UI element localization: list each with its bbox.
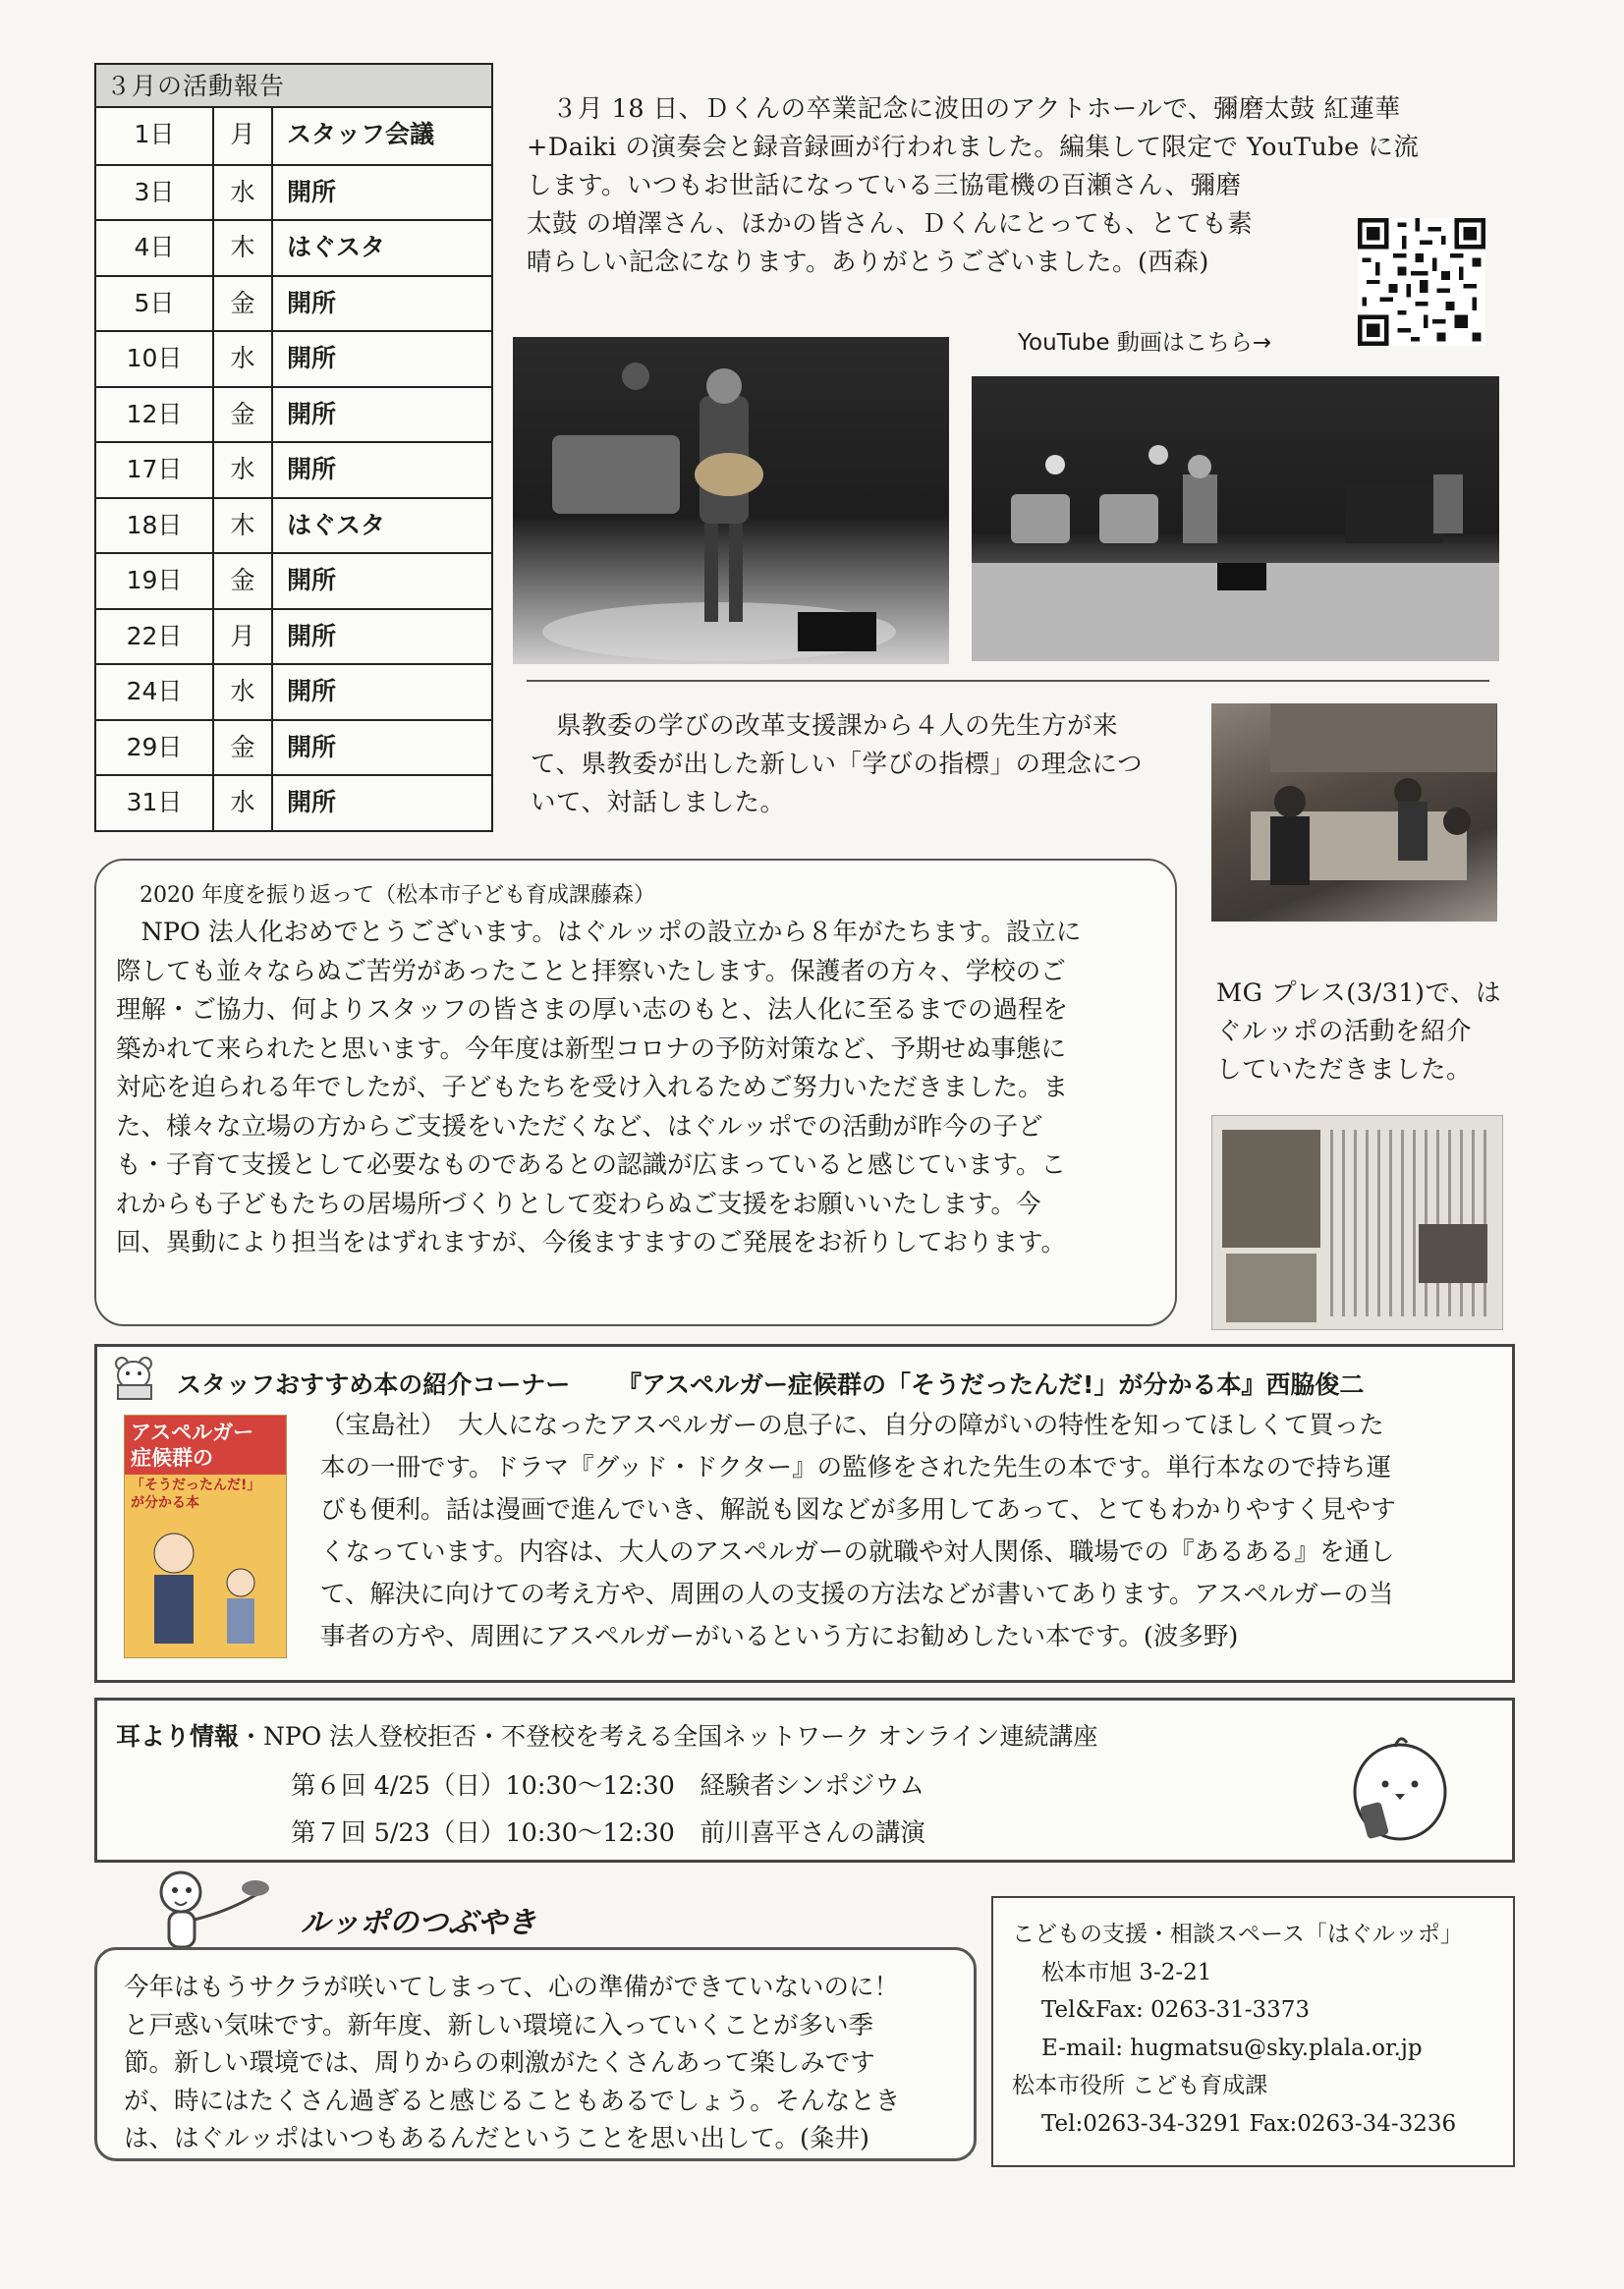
city-phone-fax: Tel:0263-34-3291 Fax:0263-34-3236 bbox=[1041, 2110, 1457, 2137]
text-line: NPO 法人化おめでとうございます。はぐルッポの設立から８年がたちます。設立に bbox=[116, 918, 1082, 947]
text-line: 節。新しい環境では、周りからの刺激がたくさんあって楽しみです bbox=[124, 2048, 875, 2078]
schedule-activity: 開所 bbox=[287, 621, 337, 650]
cover-line: が分かる本 bbox=[131, 1495, 199, 1511]
text-line: て、県教委が出した新しい「学びの指標」の理念につ bbox=[531, 750, 1143, 779]
books-heading: スタッフおすすめ本の紹介コーナー bbox=[177, 1370, 571, 1399]
education-board-report bbox=[531, 707, 1199, 822]
text-line: 県教委の学びの改革支援課から４人の先生方が来 bbox=[531, 711, 1119, 741]
text-line: は、はぐルッポはいつもあるんだということを思い出して。(粂井) bbox=[124, 2124, 869, 2153]
schedule-rows bbox=[96, 108, 491, 830]
message-title: 2020 年度を振り返って（松本市子ども育成課藤森） bbox=[140, 883, 655, 908]
text-line: します。いつもお世話になっている三協電機の百瀬さん、彌磨 bbox=[527, 171, 1242, 200]
schedule-activity: 開所 bbox=[287, 344, 337, 372]
schedule-weekday: 月 bbox=[214, 610, 273, 664]
text-line: くなっています。内容は、大人のアスペルガーの就職や対人関係、職場での『あるある』を通し bbox=[320, 1537, 1395, 1567]
schedule-weekday: 水 bbox=[214, 776, 273, 830]
text-line: 今年はもうサクラが咲いてしまって、心の準備ができていないのに！ bbox=[124, 1973, 899, 2002]
city-office: 松本市役所 こども育成課 bbox=[1012, 2073, 1268, 2098]
schedule-weekday: 月 bbox=[214, 108, 273, 164]
schedule-row bbox=[96, 386, 491, 442]
text-line: 回、異動により担当をはずれますが、今後ますますのご発展をお祈りしております。 bbox=[116, 1228, 1066, 1257]
text-line: MG プレス(3/31)で、は bbox=[1216, 978, 1501, 1008]
text-line: 本の一冊です。ドラマ『グッド・ドクター』の監修をされた先生の本です。単行本なので持ち運 bbox=[320, 1453, 1392, 1482]
schedule-day: 24日 bbox=[96, 665, 214, 719]
phone-fax: Tel&Fax: 0263-31-3373 bbox=[1041, 1997, 1311, 2023]
text-line: ３月 18 日、Ｄくんの卒業記念に波田のアクトホールで、彌磨太鼓 紅蓮華 bbox=[527, 94, 1401, 124]
address: 松本市旭 3-2-21 bbox=[1041, 1959, 1212, 1985]
schedule-day: 1日 bbox=[96, 108, 214, 164]
schedule-title: ３月の活動報告 bbox=[96, 65, 491, 108]
schedule-activity: 開所 bbox=[287, 732, 337, 761]
text-line: していただきました。 bbox=[1216, 1055, 1473, 1085]
text-line: （宝島社） 大人になったアスペルガーの息子に、自分の障がいの特性を知ってほしくて買った bbox=[320, 1411, 1384, 1440]
book-title: 『アスペルガー症候群の「そうだったんだ!」が分かる本』西脇俊二 bbox=[617, 1370, 1365, 1399]
lecture-session: 第６回 4/25（日）10:30～12:30 経験者シンポジウム bbox=[291, 1771, 924, 1801]
text-line: 太鼓 の増澤さん、ほかの皆さん、Ｄくんにとっても、とても素 bbox=[527, 209, 1254, 239]
tweets-heading: ルッポのつぶやき bbox=[301, 1906, 536, 1940]
schedule-weekday: 金 bbox=[214, 388, 273, 442]
book-cover-image bbox=[124, 1415, 287, 1658]
tweets-body bbox=[124, 1969, 969, 2158]
schedule-row bbox=[96, 663, 491, 719]
text-line: +Daiki の演奏会と録音録画が行われました。編集して限定で YouTube に流 bbox=[527, 133, 1420, 162]
schedule-activity: はぐスタ bbox=[287, 233, 386, 261]
schedule-weekday: 水 bbox=[214, 443, 273, 497]
schedule-weekday: 金 bbox=[214, 554, 273, 608]
schedule-row bbox=[96, 219, 491, 275]
text-line: れからも子どもたちの居場所づくりとして変わらぬご支援をお願いいたします。今 bbox=[116, 1189, 1041, 1219]
concert-photo-stage bbox=[972, 376, 1499, 661]
schedule-activity: 開所 bbox=[287, 677, 337, 705]
schedule-row bbox=[96, 608, 491, 664]
schedule-row bbox=[96, 441, 491, 497]
qr-code-icon[interactable] bbox=[1358, 218, 1485, 346]
schedule-weekday: 金 bbox=[214, 721, 273, 775]
message-body bbox=[116, 914, 1169, 1263]
text-line: た、様々な立場の方からご支援をいただくなど、はぐルッポでの活動が昨今の子ど bbox=[116, 1111, 1043, 1142]
schedule-weekday: 水 bbox=[214, 665, 273, 719]
text-line: て、解決に向けての考え方や、周囲の人の支援の方法などが書いてあります。アスペルガーの当 bbox=[320, 1580, 1394, 1609]
schedule-row bbox=[96, 774, 491, 830]
schedule-day: 17日 bbox=[96, 443, 214, 497]
schedule-row bbox=[96, 164, 491, 220]
text-line: 理解・ご協力、何よりスタッフの皆さまの厚い志のもと、法人化に至るまでの過程を bbox=[116, 995, 1069, 1025]
cover-line: 症候群の bbox=[131, 1446, 213, 1470]
email-link[interactable]: E-mail: hugmatsu@sky.plala.or.jp bbox=[1041, 2035, 1423, 2061]
schedule-weekday: 水 bbox=[214, 332, 273, 386]
schedule-day: 19日 bbox=[96, 554, 214, 608]
text-line: 対応を迫られる年でしたが、子どもたちを受け入れるためご努力いただきました。ま bbox=[116, 1073, 1069, 1102]
book-review bbox=[320, 1405, 1489, 1658]
info-title: ・NPO 法人登校拒否・不登校を考える全国ネットワーク オンライン連続講座 bbox=[239, 1722, 1098, 1751]
cover-line: 「そうだったんだ!」 bbox=[131, 1478, 261, 1493]
schedule-activity: 開所 bbox=[287, 177, 337, 206]
bear-reading-icon bbox=[110, 1354, 159, 1401]
contact-info bbox=[1012, 1916, 1508, 2143]
mg-press-note bbox=[1216, 975, 1501, 1089]
schedule-day: 22日 bbox=[96, 610, 214, 664]
schedule-weekday: 木 bbox=[214, 221, 273, 275]
text-line: 築かれて来られたと思います。今年度は新型コロナの予防対策など、予期せぬ事態に bbox=[116, 1033, 1066, 1064]
cover-line: アスペルガー bbox=[131, 1421, 254, 1444]
text-line: 事者の方や、周囲にアスペルガーがいるという方にお勧めしたい本です。(波多野) bbox=[320, 1622, 1239, 1651]
monkey-mascot-icon bbox=[147, 1865, 275, 1953]
chick-phone-icon bbox=[1346, 1727, 1454, 1845]
concert-photo-guitarist bbox=[513, 337, 949, 664]
info-heading bbox=[116, 1717, 1097, 1753]
text-line: 際しても並々ならぬご苦労があったことと拝察いたします。保護者の方々、学校のご bbox=[116, 956, 1066, 986]
text-line: と戸惑い気味です。新年度、新しい環境に入っていくことが多い季 bbox=[124, 2010, 873, 2040]
schedule-day: 10日 bbox=[96, 332, 214, 386]
text-line: も・子育て支援として必要なものであるとの認識が広まっていると感じています。こ bbox=[116, 1150, 1066, 1180]
lecture-session: 第７回 5/23（日）10:30～12:30 前川喜平さんの講演 bbox=[291, 1818, 925, 1848]
org-name: こどもの支援・相談スペース「はぐルッポ」 bbox=[1012, 1922, 1463, 1947]
schedule-day: 18日 bbox=[96, 499, 214, 553]
schedule-row bbox=[96, 719, 491, 775]
text-line: びも便利。話は漫画で進んでいき、解説も図などが多用してあって、とてもわかりやすく見やす bbox=[320, 1495, 1396, 1525]
schedule-day: 31日 bbox=[96, 776, 214, 830]
schedule-activity: 開所 bbox=[287, 455, 337, 483]
schedule-day: 29日 bbox=[96, 721, 214, 775]
schedule-row bbox=[96, 275, 491, 331]
newspaper-clipping bbox=[1211, 1115, 1503, 1330]
schedule-weekday: 水 bbox=[214, 166, 273, 220]
schedule-weekday: 木 bbox=[214, 499, 273, 553]
schedule-activity: スタッフ会議 bbox=[287, 120, 435, 148]
text-line: いて、対話しました。 bbox=[531, 788, 786, 817]
schedule-row bbox=[96, 108, 491, 164]
info-label: 耳より情報 bbox=[116, 1722, 240, 1751]
schedule-row bbox=[96, 497, 491, 553]
schedule-day: 12日 bbox=[96, 388, 214, 442]
schedule-row bbox=[96, 552, 491, 608]
schedule-day: 5日 bbox=[96, 277, 214, 331]
schedule-activity: 開所 bbox=[287, 566, 337, 594]
divider bbox=[527, 680, 1489, 682]
schedule-activity: 開所 bbox=[287, 788, 337, 816]
text-line: ぐルッポの活動を紹介 bbox=[1216, 1017, 1473, 1046]
text-line: 晴らしい記念になります。ありがとうございました。(西森) bbox=[527, 248, 1209, 277]
schedule-activity: 開所 bbox=[287, 399, 337, 428]
youtube-link[interactable]: YouTube 動画はこちら→ bbox=[1018, 330, 1272, 356]
schedule-activity: 開所 bbox=[287, 288, 337, 317]
schedule-day: 4日 bbox=[96, 221, 214, 275]
schedule-table bbox=[94, 63, 493, 832]
schedule-row bbox=[96, 330, 491, 386]
schedule-weekday: 金 bbox=[214, 277, 273, 331]
text-line: が、時にはたくさん過ぎると感じることもあるでしょう。そんなとき bbox=[124, 2086, 901, 2116]
schedule-activity: はぐスタ bbox=[287, 510, 386, 539]
schedule-day: 3日 bbox=[96, 166, 214, 220]
meeting-photo bbox=[1211, 703, 1497, 921]
